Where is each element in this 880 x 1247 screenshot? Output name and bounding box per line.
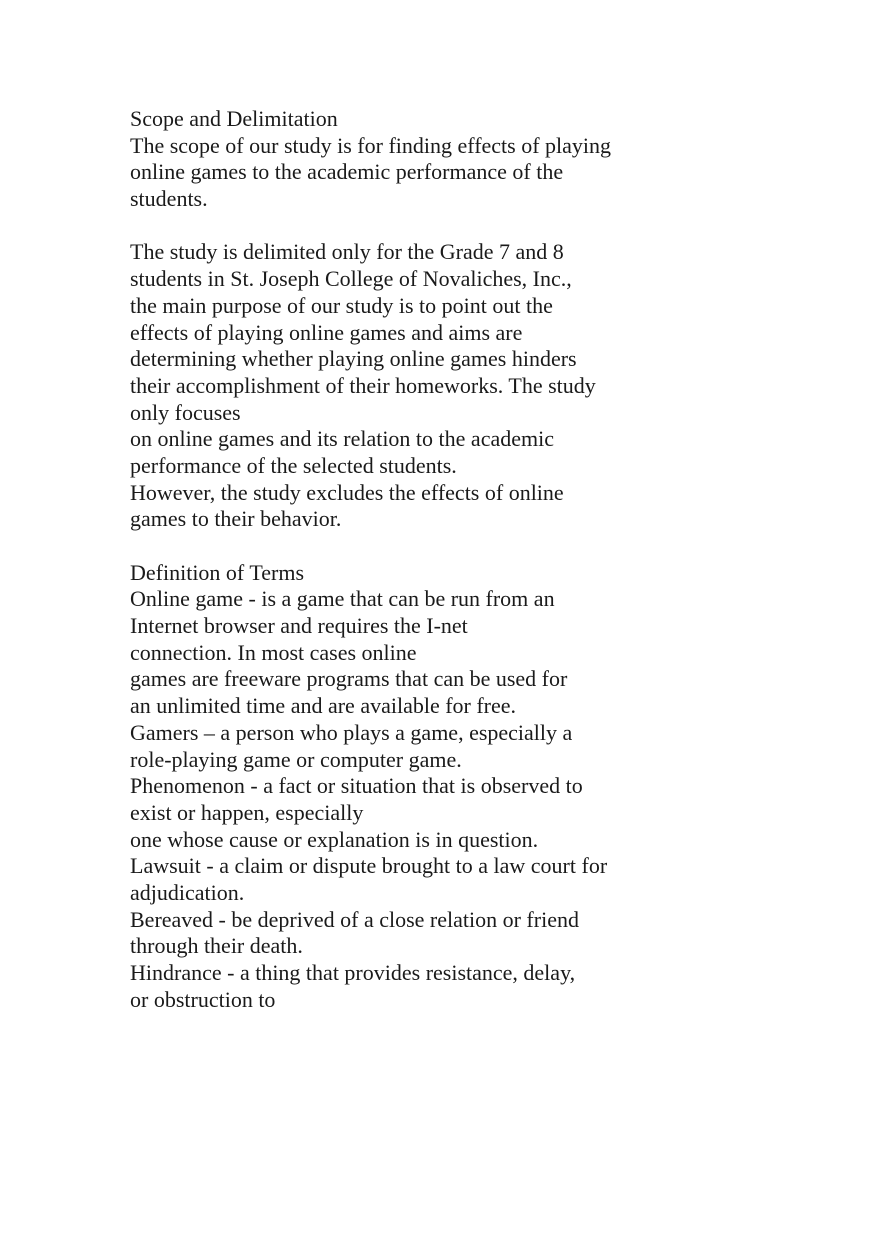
text-line: effects of playing online games and aims are [130, 319, 523, 345]
definition-line: Phenomenon - a fact or situation that is observed to [130, 773, 583, 799]
definition-line: Lawsuit - a claim or dispute brought to a law court for [130, 853, 608, 879]
definitions-heading: Definition of Terms [130, 559, 305, 585]
definition-line: connection. In most cases online [130, 639, 417, 665]
definition-line: adjudication. [130, 879, 245, 905]
definition-line: Online game - is a game that can be run from an [130, 586, 555, 612]
definition-line: one whose cause or explanation is in question. [130, 826, 539, 852]
text-line: The study is delimited only for the Grade 7 and 8 [130, 239, 564, 265]
text-line: games to their behavior. [130, 506, 342, 532]
definitions-list [130, 586, 750, 1013]
definition-line: Bereaved - be deprived of a close relation or friend [130, 906, 579, 932]
text-line: However, the study excludes the effects of online [130, 479, 564, 505]
definition-line: Gamers – a person who plays a game, especially a [130, 719, 573, 745]
definition-line: an unlimited time and are available for free. [130, 693, 517, 719]
definition-line: games are freeware programs that can be used for [130, 666, 568, 692]
definition-line: exist or happen, especially [130, 799, 364, 825]
delimitation-paragraph [130, 239, 750, 533]
definition-line: role-playing game or computer game. [130, 746, 462, 772]
scope-heading: Scope and Delimitation [130, 106, 338, 131]
text-line: performance of the selected students. [130, 452, 457, 478]
paragraph-spacer [130, 213, 750, 240]
scope-paragraph [130, 133, 750, 213]
text-line: online games to the academic performance of the [130, 159, 564, 185]
document-body [130, 106, 750, 1013]
text-line: only focuses [130, 399, 241, 425]
text-line: students in St. Joseph College of Novaliches, Inc., [130, 266, 572, 292]
text-line: the main purpose of our study is to point out the [130, 292, 553, 318]
definition-line: Internet browser and requires the I-net [130, 613, 468, 639]
text-line: their accomplishment of their homeworks. The study [130, 372, 596, 398]
definition-line: or obstruction to [130, 986, 276, 1012]
definition-line: Hindrance - a thing that provides resistance, delay, [130, 960, 576, 985]
definition-line: through their death. [130, 933, 303, 959]
text-line: on online games and its relation to the academic [130, 426, 554, 452]
text-line: determining whether playing online games hinders [130, 346, 577, 372]
paragraph-spacer [130, 533, 750, 560]
text-line: The scope of our study is for finding effects of playing [130, 132, 612, 158]
text-line: students. [130, 186, 208, 212]
